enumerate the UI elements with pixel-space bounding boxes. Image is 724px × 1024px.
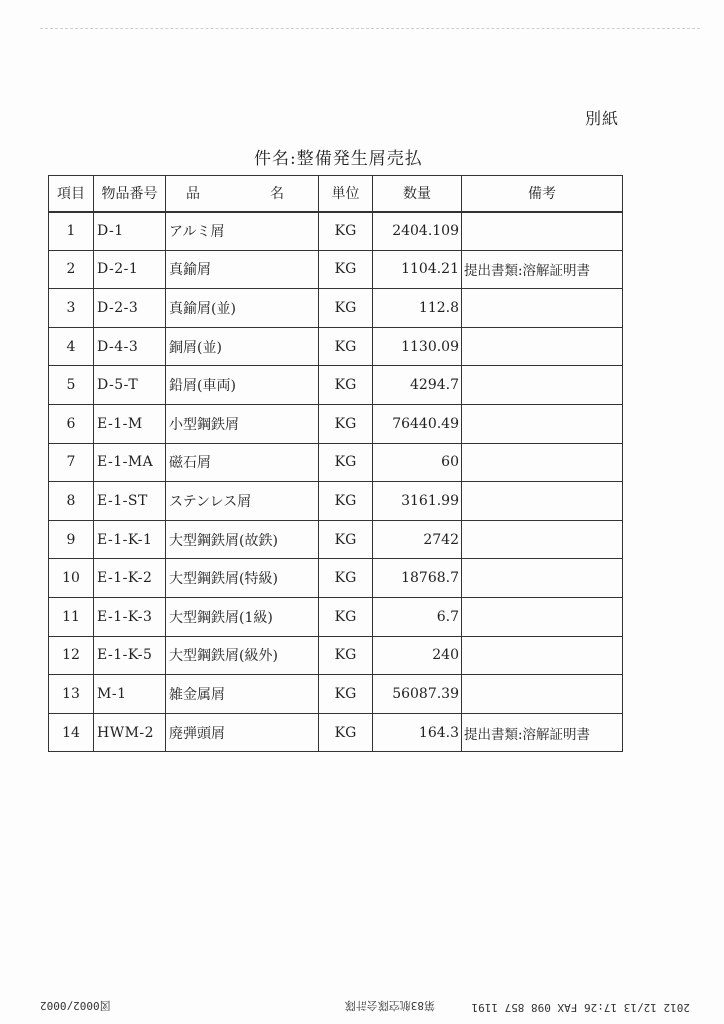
cell-item-code: E-1-K-5 [94,636,166,675]
cell-remarks [462,404,623,443]
cell-remarks [462,289,623,328]
fax-sender: 第83航空隊会計隊 [344,999,435,1012]
table-row [49,366,623,405]
table-row [49,520,623,559]
cell-remarks [462,327,623,366]
cell-remarks [462,636,623,675]
table-row [49,250,623,289]
cell-unit: KG [319,597,373,636]
cell-unit: KG [319,212,373,251]
cell-quantity: 18768.7 [373,559,462,598]
cell-unit: KG [319,250,373,289]
cell-unit: KG [319,366,373,405]
cell-item-code: E-1-K-2 [94,559,166,598]
cell-quantity: 56087.39 [373,675,462,714]
cell-quantity: 240 [373,636,462,675]
cell-item-name: 真鍮屑 [166,250,319,289]
cell-item-no: 7 [49,443,94,482]
cell-item-no: 3 [49,289,94,328]
cell-unit: KG [319,443,373,482]
annex-label: 別紙 [585,109,620,128]
cell-quantity: 76440.49 [373,404,462,443]
cell-remarks: 提出書類:溶解証明書 [462,713,623,752]
cell-unit: KG [319,520,373,559]
cell-remarks [462,443,623,482]
cell-item-code: E-1-M [94,404,166,443]
cell-item-name: 大型鋼鉄屑(1級) [166,597,319,636]
cell-remarks [462,597,623,636]
cell-item-code: D-1 [94,212,166,251]
cell-item-no: 10 [49,559,94,598]
cell-item-name: 真鍮屑(並) [166,289,319,328]
cell-item-name: 小型鋼鉄屑 [166,404,319,443]
cell-quantity: 2404.109 [373,212,462,251]
cell-item-code: D-2-3 [94,289,166,328]
cell-item-code: D-4-3 [94,327,166,366]
cell-remarks [462,366,623,405]
cell-item-no: 8 [49,482,94,521]
cell-item-name: 雑金属屑 [166,675,319,714]
cell-quantity: 4294.7 [373,366,462,405]
cell-item-code: M-1 [94,675,166,714]
cell-quantity: 6.7 [373,597,462,636]
table-row [49,289,623,328]
cell-item-no: 9 [49,520,94,559]
table-row [49,713,623,752]
header-quantity: 数量 [373,176,462,212]
header-item-name: 品 名 [166,176,319,212]
cell-item-code: D-2-1 [94,250,166,289]
cell-quantity: 112.8 [373,289,462,328]
cell-item-name: 鉛屑(車両) [166,366,319,405]
cell-remarks [462,212,623,251]
table-row [49,559,623,598]
fax-timestamp: 2012 12/13 17:26 FAX 098 857 1191 [471,1001,690,1014]
cell-remarks [462,559,623,598]
cell-unit: KG [319,636,373,675]
header-item-code: 物品番号 [94,176,166,212]
table-row [49,212,623,251]
cell-unit: KG [319,404,373,443]
cell-quantity: 1130.09 [373,327,462,366]
cell-quantity: 2742 [373,520,462,559]
fax-transmission-footer [40,996,690,1014]
header-unit: 単位 [319,176,373,212]
cell-remarks [462,482,623,521]
header-item-no: 項目 [49,176,94,212]
cell-item-name: ステンレス屑 [166,482,319,521]
cell-item-no: 11 [49,597,94,636]
cell-item-name: 廃弾頭屑 [166,713,319,752]
cell-item-name: 大型鋼鉄屑(特級) [166,559,319,598]
document-subject: 件名:整備発生屑売払 [254,149,423,169]
fax-page-count: 図0002/0002 [40,999,111,1012]
table-row [49,443,623,482]
cell-item-code: HWM-2 [94,713,166,752]
table-row [49,327,623,366]
cell-item-code: E-1-ST [94,482,166,521]
cell-item-code: E-1-K-3 [94,597,166,636]
cell-quantity: 60 [373,443,462,482]
table-header-row [49,176,623,212]
cell-unit: KG [319,482,373,521]
cell-unit: KG [319,289,373,328]
cell-quantity: 1104.21 [373,250,462,289]
cell-item-no: 5 [49,366,94,405]
item-table [48,175,623,752]
cell-item-code: D-5-T [94,366,166,405]
cell-item-no: 14 [49,713,94,752]
scan-edge-line [40,28,700,29]
cell-remarks [462,520,623,559]
cell-item-name: アルミ屑 [166,212,319,251]
table-row [49,675,623,714]
cell-item-name: 磁石屑 [166,443,319,482]
cell-remarks: 提出書類:溶解証明書 [462,250,623,289]
cell-unit: KG [319,713,373,752]
cell-remarks [462,675,623,714]
cell-unit: KG [319,675,373,714]
cell-item-no: 2 [49,250,94,289]
cell-unit: KG [319,559,373,598]
table-row [49,404,623,443]
cell-item-no: 12 [49,636,94,675]
cell-item-name: 大型鋼鉄屑(故鉄) [166,520,319,559]
table-row [49,597,623,636]
header-remarks: 備考 [462,176,623,212]
cell-item-no: 4 [49,327,94,366]
cell-item-code: E-1-K-1 [94,520,166,559]
cell-quantity: 164.3 [373,713,462,752]
cell-item-name: 銅屑(並) [166,327,319,366]
cell-item-no: 1 [49,212,94,251]
cell-unit: KG [319,327,373,366]
cell-item-no: 13 [49,675,94,714]
cell-item-no: 6 [49,404,94,443]
cell-item-name: 大型鋼鉄屑(級外) [166,636,319,675]
cell-quantity: 3161.99 [373,482,462,521]
table-row [49,636,623,675]
cell-item-code: E-1-MA [94,443,166,482]
table-row [49,482,623,521]
